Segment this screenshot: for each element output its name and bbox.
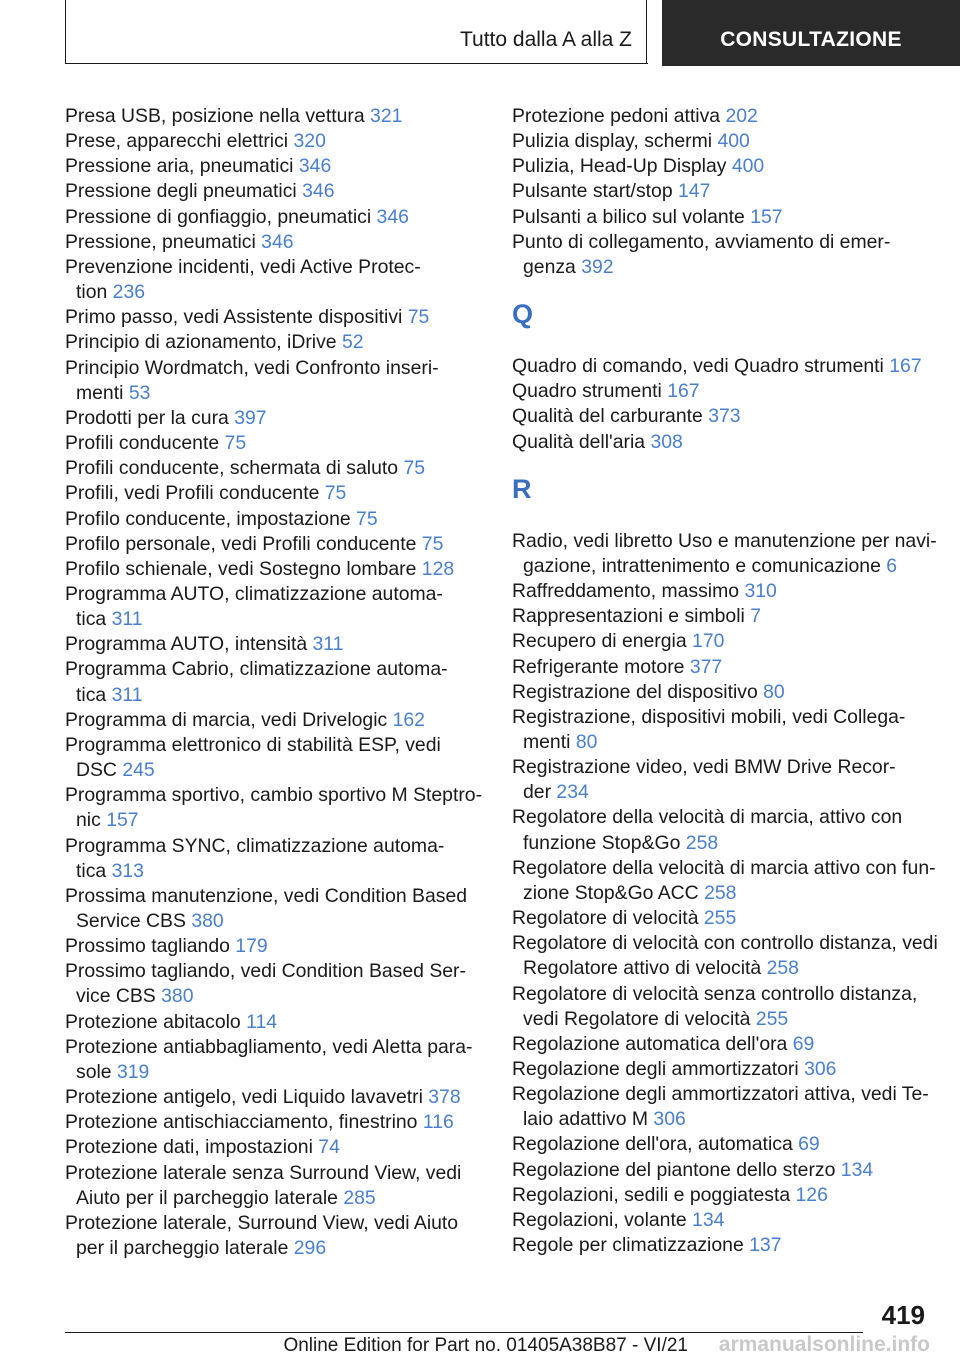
header-rule-divider <box>646 0 647 64</box>
page-reference-link[interactable]: 126 <box>795 1183 828 1206</box>
page-reference-link[interactable]: 157 <box>750 205 783 228</box>
entry-text: Regolazione degli ammortizzatori attiva, vedi Te- <box>512 1083 929 1106</box>
page-reference-link[interactable]: 6 <box>886 554 898 577</box>
index-entry <box>65 179 483 204</box>
index-entry <box>65 708 483 733</box>
page-reference-link[interactable]: 311 <box>312 633 344 656</box>
entry-text: Presa USB, posizione nella vettura <box>65 105 365 127</box>
index-entry <box>65 230 483 255</box>
entry-text: Regolatore di velocità <box>512 907 699 930</box>
entry-text: Profili conducente <box>65 432 220 455</box>
page-reference-link[interactable]: 75 <box>403 457 426 480</box>
entry-text: Recupero di energia <box>512 630 687 653</box>
index-entry <box>512 906 937 931</box>
entry-text: Principio di azionamento, iDrive <box>65 331 337 354</box>
page-reference-link[interactable]: 170 <box>692 630 725 653</box>
index-entry <box>512 1057 937 1082</box>
entry-text: Profilo schienale, vedi Sostegno lombare <box>65 557 417 580</box>
page-reference-link[interactable]: 392 <box>581 255 614 278</box>
index-entry <box>65 1010 483 1035</box>
entry-text: Regolazione dell'ora, automatica <box>512 1133 793 1156</box>
page-reference-link[interactable]: 310 <box>744 580 777 603</box>
index-entry <box>512 755 937 805</box>
entry-text: Regolazione del piantone dello sterzo <box>512 1158 836 1181</box>
index-entry <box>512 430 937 455</box>
entry-text: Prese, apparecchi elettrici <box>65 130 289 153</box>
page-reference-link[interactable]: 258 <box>704 881 737 904</box>
entry-text: Protezione antigelo, vedi Liquido lavavetri <box>65 1086 423 1109</box>
index-entry <box>512 529 937 579</box>
entry-text: Registrazione, dispositivi mobili, vedi Collega- <box>512 705 906 728</box>
page-reference-link[interactable]: 69 <box>798 1133 820 1156</box>
index-entry <box>65 456 483 481</box>
section-letter: R <box>512 473 532 504</box>
entry-text: Profili conducente, schermata di saluto <box>65 457 399 480</box>
index-entry <box>65 255 483 305</box>
entry-text: per il parcheggio laterale <box>76 1237 289 1260</box>
page-reference-link[interactable]: 179 <box>235 935 268 958</box>
entry-text: Prossimo tagliando <box>65 935 230 958</box>
page-reference-link[interactable]: 128 <box>421 557 455 580</box>
page-reference-link[interactable]: 75 <box>356 507 378 530</box>
page-reference-link[interactable]: 258 <box>685 831 719 854</box>
index-entry <box>65 205 483 230</box>
page-reference-link[interactable]: 380 <box>161 985 194 1008</box>
entry-text: tica <box>76 683 107 706</box>
page-reference-link[interactable]: 114 <box>246 1010 278 1033</box>
page-reference-link[interactable]: 255 <box>755 1007 789 1030</box>
entry-text: vedi Regolatore di velocità <box>523 1007 751 1030</box>
page-reference-link[interactable]: 236 <box>112 281 146 304</box>
page-reference-link[interactable]: 311 <box>111 683 143 706</box>
page-reference-link[interactable]: 7 <box>750 605 761 628</box>
entry-text: Quadro di comando, vedi Quadro strumenti <box>512 355 884 378</box>
index-entry <box>65 884 483 934</box>
entry-text: tica <box>76 859 107 882</box>
page-reference-link[interactable]: 69 <box>792 1032 815 1055</box>
entry-text: Pressione di gonfiaggio, pneumatici <box>65 205 372 228</box>
index-entry <box>65 1035 483 1085</box>
index-entry <box>65 154 483 179</box>
entry-text: Profili, vedi Profili conducente <box>65 482 320 505</box>
index-column-right <box>512 104 937 1258</box>
index-column-left <box>65 104 483 1261</box>
entry-text: Prossima manutenzione, vedi Condition Based <box>65 884 468 907</box>
index-entry <box>512 982 937 1032</box>
entry-text: menti <box>76 381 124 404</box>
entry-text: laio adattivo M <box>523 1108 649 1131</box>
entry-text: Qualità del carburante <box>512 405 703 428</box>
entry-text: gazione, intrattenimento e comunicazione <box>523 554 881 577</box>
entry-text: Pulsanti a bilico sul volante <box>512 205 745 228</box>
entry-text: vice CBS <box>76 985 156 1008</box>
entry-text: genza <box>523 255 576 278</box>
index-entry <box>65 481 483 506</box>
page-reference-link[interactable]: 75 <box>324 482 347 505</box>
index-entry <box>65 330 483 355</box>
entry-text: Raffreddamento, massimo <box>512 580 740 603</box>
page-reference-link[interactable]: 400 <box>717 130 750 153</box>
entry-text: Refrigerante motore <box>512 655 685 678</box>
index-entry <box>512 129 937 154</box>
entry-text: Regolazione degli ammortizzatori <box>512 1058 799 1080</box>
page-reference-link[interactable]: 346 <box>261 230 294 253</box>
index-entry <box>65 356 483 406</box>
entry-text: Rappresentazioni e simboli <box>512 605 745 628</box>
entry-text: Profilo conducente, impostazione <box>65 507 351 530</box>
entry-text: Regolatore della velocità di marcia, attivo con <box>512 806 903 829</box>
entry-text: Programma elettronico di stabilità ESP, vedi <box>65 733 441 756</box>
entry-text: Quadro strumenti <box>512 380 662 403</box>
index-entry <box>65 431 483 456</box>
page-reference-link[interactable]: 373 <box>708 405 741 428</box>
index-entry <box>65 507 483 532</box>
index-entry <box>65 657 483 707</box>
index-entry <box>512 379 937 404</box>
entry-text: Protezione laterale, Surround View, vedi Aiuto <box>65 1211 459 1234</box>
entry-text: Prevenzione incidenti, vedi Active Protec- <box>65 255 421 278</box>
index-entry <box>512 104 937 129</box>
entry-text: Programma SYNC, climatizzazione automa- <box>65 834 445 857</box>
page-reference-link[interactable]: 321 <box>370 105 403 127</box>
index-entry <box>65 1085 483 1110</box>
entry-text: Pressione, pneumatici <box>65 230 256 253</box>
entry-text: der <box>523 781 552 804</box>
page-reference-link[interactable]: 75 <box>407 306 430 329</box>
index-entry <box>65 834 483 884</box>
page-reference-link[interactable]: 234 <box>556 781 589 804</box>
entry-text: Regolatore di velocità senza controllo distanza, <box>512 982 918 1005</box>
entry-text: Pulsante start/stop <box>512 180 673 203</box>
entry-text: Protezione dati, impostazioni <box>65 1136 313 1159</box>
entry-text: Service CBS <box>76 910 186 932</box>
index-entry <box>65 305 483 330</box>
entry-text: Protezione abitacolo <box>65 1010 241 1033</box>
chapter-tab[interactable] <box>662 0 960 66</box>
index-entry <box>512 931 937 981</box>
entry-text: DSC <box>76 759 117 782</box>
index-entry <box>512 705 937 755</box>
entry-text: Punto di collegamento, avviamento di emer- <box>512 230 891 253</box>
page-reference-link[interactable]: 202 <box>725 105 758 127</box>
index-entry <box>512 805 937 855</box>
entry-text: funzione Stop&Go <box>523 831 681 854</box>
entry-text: Programma AUTO, climatizzazione automa- <box>65 582 443 605</box>
page-reference-link[interactable]: 134 <box>840 1158 874 1181</box>
page-reference-link[interactable]: 75 <box>421 532 444 555</box>
index-entry <box>65 632 483 657</box>
entry-text: Primo passo, vedi Assistente dispositivi <box>65 306 403 329</box>
page-reference-link[interactable]: 320 <box>293 130 326 153</box>
page-reference-link[interactable]: 319 <box>116 1060 150 1083</box>
page-reference-link[interactable]: 378 <box>428 1086 461 1109</box>
index-entry <box>512 579 937 604</box>
index-entry <box>512 1082 937 1132</box>
entry-text: Pulizia display, schermi <box>512 130 713 153</box>
page-number: 419 <box>881 1300 925 1330</box>
entry-text: Protezione antiabbagliamento, vedi Aletta para- <box>65 1035 473 1058</box>
entry-text: Protezione pedoni attiva <box>512 105 721 127</box>
index-entry <box>65 104 483 129</box>
index-entry <box>65 934 483 959</box>
index-entry <box>512 1032 937 1057</box>
page-reference-link[interactable]: 346 <box>302 180 335 203</box>
index-entry <box>65 1135 483 1160</box>
index-entry <box>65 1161 483 1211</box>
page-reference-link[interactable]: 377 <box>689 655 723 678</box>
index-entry <box>65 406 483 431</box>
page-reference-link[interactable]: 380 <box>191 910 224 932</box>
entry-text: Programma AUTO, intensità <box>65 633 308 656</box>
entry-text: Profilo personale, vedi Profili conducente <box>65 532 417 555</box>
entry-text: Pressione aria, pneumatici <box>65 155 294 178</box>
index-entry <box>512 629 937 654</box>
index-entry <box>512 856 937 906</box>
entry-text: tica <box>76 608 107 631</box>
entry-text: Regolatore attivo di velocità <box>523 957 762 980</box>
index-entry <box>65 783 483 833</box>
page-reference-link[interactable]: 157 <box>106 809 139 832</box>
header-rule-bottom <box>65 63 648 64</box>
index-entry <box>512 1158 937 1183</box>
entry-text: Pulizia, Head-Up Display <box>512 155 727 178</box>
page-reference-link[interactable]: 346 <box>298 155 332 178</box>
index-entry <box>512 205 937 230</box>
entry-text: Protezione laterale senza Surround View, vedi <box>65 1161 462 1184</box>
index-entry <box>65 582 483 632</box>
page-reference-link[interactable]: 167 <box>889 355 922 378</box>
entry-text: Principio Wordmatch, vedi Confronto inseri- <box>65 356 439 379</box>
entry-text: Programma Cabrio, climatizzazione automa- <box>65 658 448 681</box>
page-reference-link[interactable]: 397 <box>234 406 267 429</box>
entry-text: Prossimo tagliando, vedi Condition Based Ser- <box>65 960 466 983</box>
page-reference-link[interactable]: 74 <box>318 1136 340 1159</box>
index-entry <box>512 604 937 629</box>
index-entry <box>65 1110 483 1135</box>
page-reference-link[interactable]: 308 <box>650 430 683 453</box>
entry-text: Qualità dell'aria <box>512 430 646 453</box>
index-entry <box>65 532 483 557</box>
section-letter: Q <box>512 299 534 330</box>
page-reference-link[interactable]: 245 <box>122 759 155 782</box>
index-entry <box>65 959 483 1009</box>
index-entry <box>512 230 937 280</box>
page-reference-link[interactable]: 400 <box>731 155 765 178</box>
entry-text: tion <box>76 281 108 304</box>
page-reference-link[interactable]: 162 <box>392 708 425 731</box>
header-rule-left <box>65 0 66 64</box>
index-entry <box>512 655 937 680</box>
entry-text: Programma sportivo, cambio sportivo M Steptro- <box>65 784 483 807</box>
entry-text: Regole per climatizzazione <box>512 1234 744 1257</box>
entry-text: Regolatore di velocità con controllo distanza, vedi <box>512 932 938 955</box>
page-reference-link[interactable]: 167 <box>667 380 700 403</box>
index-entry <box>512 404 937 429</box>
index-entry <box>512 154 937 179</box>
entry-text: Regolatore della velocità di marcia attivo con fun- <box>512 856 936 879</box>
page-reference-link[interactable]: 80 <box>575 730 598 753</box>
page-reference-link[interactable]: 53 <box>128 381 151 404</box>
page-reference-link[interactable]: 116 <box>422 1111 454 1134</box>
entry-text: nic <box>76 809 101 832</box>
edition-text: Online Edition for Part no. 01405A38B87 - VI/21 <box>283 1335 688 1356</box>
page-reference-link[interactable]: 346 <box>376 205 409 228</box>
entry-text: Pressione degli pneumatici <box>65 180 297 203</box>
page-reference-link[interactable]: 313 <box>111 859 144 882</box>
watermark-logo: armanualsonline.info <box>718 1333 930 1356</box>
page-reference-link[interactable]: 147 <box>678 180 711 203</box>
page-reference-link[interactable]: 137 <box>749 1234 782 1257</box>
index-entry <box>512 1183 937 1208</box>
index-entry <box>512 680 937 705</box>
page-reference-link[interactable]: 80 <box>763 680 785 703</box>
page-reference-link[interactable]: 255 <box>703 907 737 930</box>
index-entry <box>512 1233 937 1258</box>
entry-text: Programma di marcia, vedi Drivelogic <box>65 708 388 731</box>
entry-text: menti <box>523 730 571 753</box>
page-reference-link[interactable]: 75 <box>224 432 247 455</box>
index-entry <box>65 733 483 783</box>
entry-text: Aiuto per il parcheggio laterale <box>76 1186 338 1209</box>
page-reference-link[interactable]: 306 <box>804 1058 837 1080</box>
entry-text: Protezione antischiacciamento, finestrino <box>65 1111 418 1134</box>
entry-text: sole <box>76 1060 112 1083</box>
page-reference-link[interactable]: 296 <box>293 1237 327 1260</box>
page-reference-link[interactable]: 52 <box>341 331 364 354</box>
index-entry <box>65 1211 483 1261</box>
entry-text: Prodotti per la cura <box>65 406 229 429</box>
page-reference-link[interactable]: 306 <box>653 1108 686 1131</box>
entry-text: zione Stop&Go ACC <box>523 881 699 904</box>
index-entry <box>65 557 483 582</box>
entry-text: Radio, vedi libretto Uso e manutenzione per navi- <box>512 529 937 552</box>
index-entry <box>512 354 937 379</box>
page-reference-link[interactable]: 134 <box>692 1208 725 1231</box>
entry-text: Registrazione del dispositivo <box>512 680 758 703</box>
index-entry <box>512 179 937 204</box>
entry-text: Regolazioni, sedili e poggiatesta <box>512 1183 791 1206</box>
entry-text: Regolazioni, volante <box>512 1208 687 1231</box>
page-reference-link[interactable]: 311 <box>111 608 143 631</box>
entry-text: Registrazione video, vedi BMW Drive Recor- <box>512 756 896 779</box>
index-entry <box>512 1132 937 1157</box>
index-entry <box>512 1208 937 1233</box>
page-reference-link[interactable]: 258 <box>766 957 799 980</box>
page-reference-link[interactable]: 285 <box>343 1186 376 1209</box>
entry-text: Regolazione automatica dell'ora <box>512 1032 788 1055</box>
chapter-tab-label: CONSULTAZIONE <box>720 28 902 51</box>
section-title: Tutto dalla A alla Z <box>460 28 632 51</box>
index-entry <box>65 129 483 154</box>
